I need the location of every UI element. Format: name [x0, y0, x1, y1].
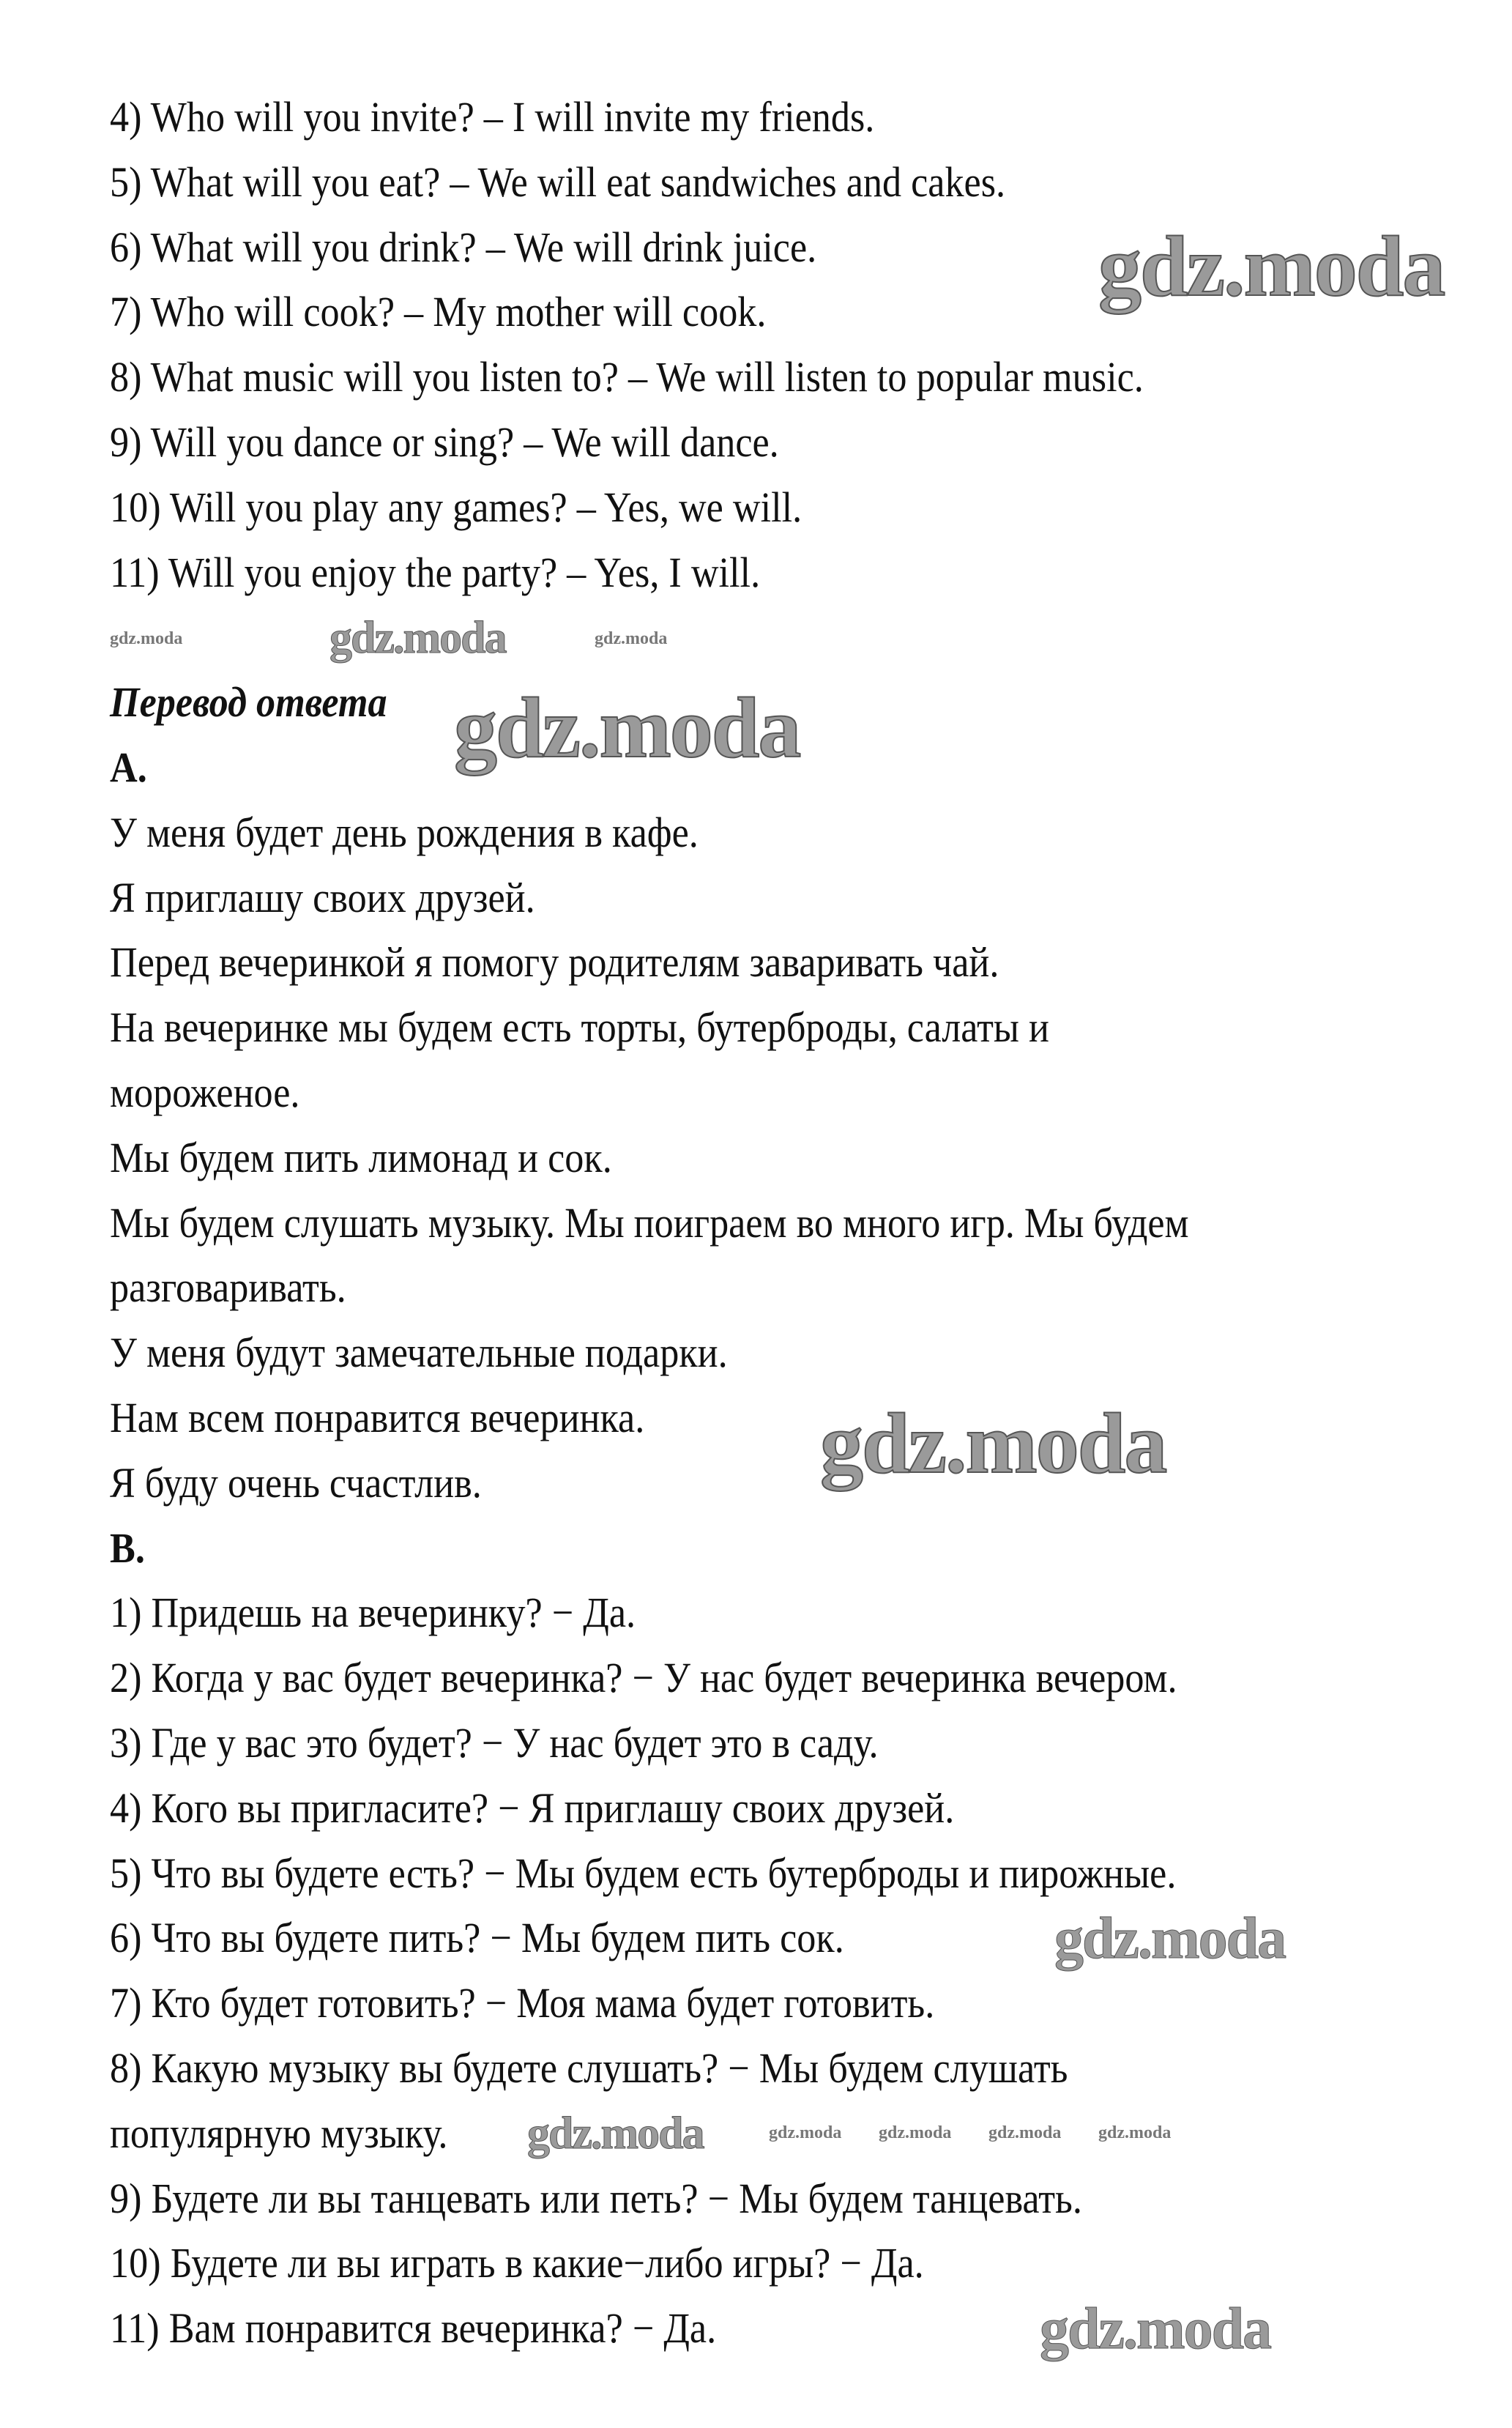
- text-line: Перед вечеринкой я помогу родителям заваривать чай.: [110, 938, 999, 987]
- document-page: [110, 85, 1501, 2361]
- watermark: gdz.moda: [820, 1395, 1166, 1491]
- text-line: 7) Who will cook? – My mother will cook.: [110, 288, 767, 336]
- text-line: 5) Что вы будете есть? − Мы будем есть бутерброды и пирожные.: [110, 1849, 1177, 1897]
- text-line: 10) Will you play any games? – Yes, we will.: [110, 483, 802, 531]
- text-line: 10) Будете ли вы играть в какие−либо игры? − Да.: [110, 2239, 924, 2287]
- watermark: gdz.moda: [527, 2109, 704, 2158]
- text-line: 7) Кто будет готовить? − Моя мама будет готовить.: [110, 1979, 935, 2027]
- watermark: gdz.moda: [1040, 2297, 1271, 2361]
- watermark: gdz.moda: [1098, 2123, 1172, 2142]
- text-line: 4) Кого вы пригласите? − Я приглашу своих друзей.: [110, 1783, 955, 1832]
- section-a-label: A.: [110, 743, 147, 791]
- text-line: 2) Когда у вас будет вечеринка? − У нас будет вечеринка вечером.: [110, 1654, 1177, 1702]
- watermark: gdz.moda: [988, 2123, 1062, 2142]
- text-line: 4) Who will you invite? – I will invite my friends.: [110, 93, 875, 141]
- text-line: 5) What will you eat? – We will eat sandwiches and cakes.: [110, 157, 1006, 206]
- text-line: популярную музыку.: [110, 2109, 448, 2157]
- text-line: 9) Будете ли вы танцевать или петь? − Мы будем танцевать.: [110, 2174, 1082, 2222]
- text-line: На вечеринке мы будем есть торты, бутерброды, салаты и: [110, 1003, 1049, 1052]
- watermark: gdz.moda: [110, 629, 183, 648]
- text-line: 8) Какую музыку вы будете слушать? − Мы будем слушать: [110, 2043, 1068, 2092]
- text-line: мороженое.: [110, 1068, 300, 1116]
- text-line: Мы будем слушать музыку. Мы поиграем во много игр. Мы будем: [110, 1198, 1189, 1247]
- section-a-text: [110, 801, 1501, 1516]
- watermark: gdz.moda: [595, 629, 668, 648]
- watermark: gdz.moda: [769, 2123, 842, 2142]
- watermark: gdz.moda: [454, 680, 800, 776]
- watermark: gdz.moda: [329, 613, 506, 663]
- text-line: Я приглашу своих друзей.: [110, 873, 535, 921]
- section-b-text: [110, 1581, 1501, 2361]
- text-line: Нам всем понравится вечеринка.: [110, 1393, 645, 1441]
- text-line: 11) Will you enjoy the party? – Yes, I will.: [110, 548, 761, 596]
- watermark: gdz.moda: [1098, 218, 1445, 314]
- text-line: 6) What will you drink? – We will drink juice.: [110, 223, 817, 271]
- text-line: У меня будут замечательные подарки.: [110, 1329, 728, 1377]
- text-line: Я буду очень счастлив.: [110, 1458, 482, 1507]
- text-line: У меня будет день рождения в кафе.: [110, 808, 699, 856]
- text-line: 3) Где у вас это будет? − У нас будет это в саду.: [110, 1718, 879, 1767]
- text-line: 6) Что вы будете пить? − Мы будем пить сок.: [110, 1914, 844, 1962]
- section-b-label: B.: [110, 1523, 145, 1572]
- translation-heading: Перевод ответа: [110, 678, 387, 727]
- text-line: Мы будем пить лимонад и сок.: [110, 1133, 612, 1181]
- watermark: gdz.moda: [1054, 1907, 1286, 1971]
- watermark: gdz.moda: [879, 2123, 952, 2142]
- text-line: 1) Придешь на вечеринку? − Да.: [110, 1589, 636, 1637]
- english-answers: [110, 85, 1501, 605]
- text-line: разговаривать.: [110, 1263, 346, 1312]
- text-line: 11) Вам понравится вечеринка? − Да.: [110, 2304, 717, 2353]
- text-line: 9) Will you dance or sing? – We will dance.: [110, 417, 779, 466]
- text-line: 8) What music will you listen to? – We will listen to popular music.: [110, 353, 1144, 401]
